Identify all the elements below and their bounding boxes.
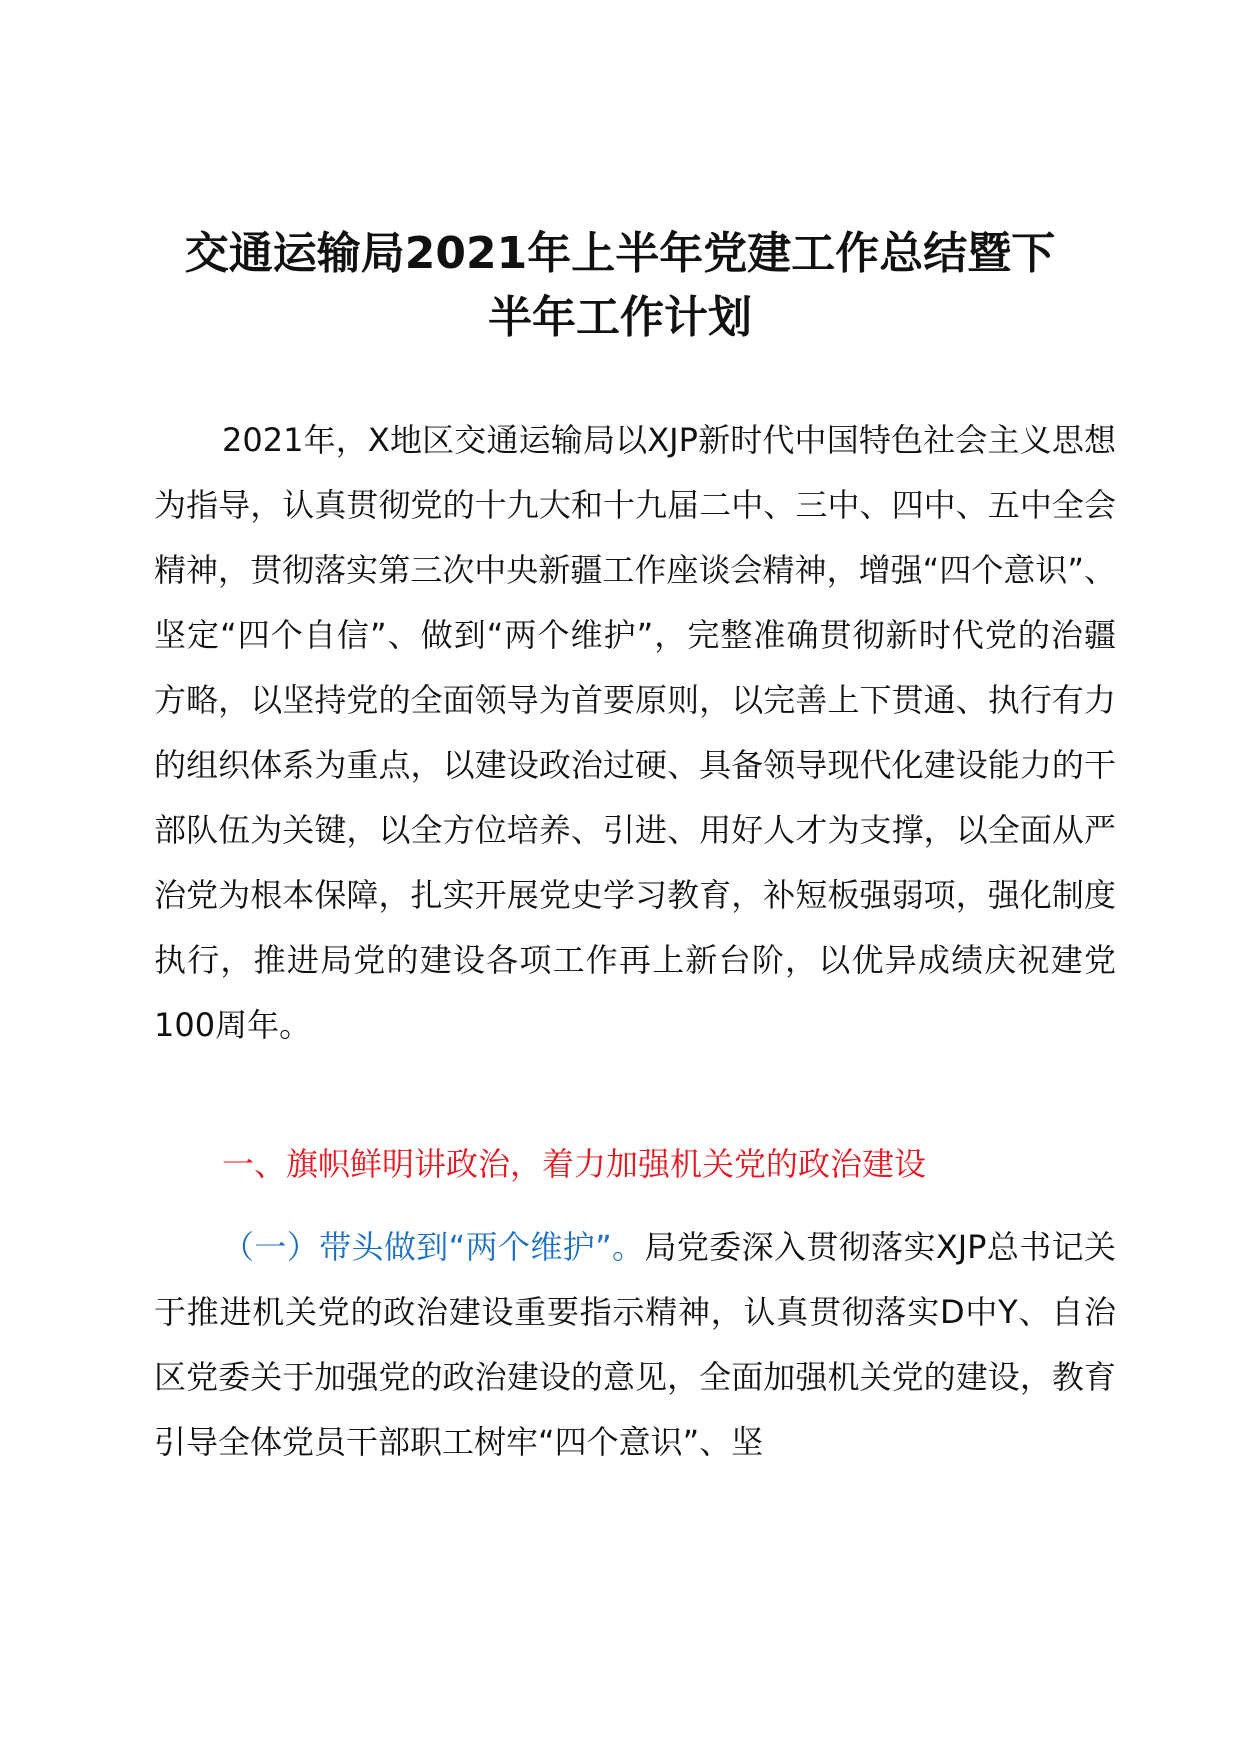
document-title (120, 222, 1120, 350)
subsection-paragraph-1 (154, 1215, 1116, 1475)
subsection-text-1: 局党委深入贯彻落实XJP总书记关于推进机关党的政治建设重要指示精神，认真贯彻落实D中Y、自治区党委关于加强党的政治建设的意见，全面加强机关党的建设，教育引导全体党员干部职工树牢“四个意识”、坚 (154, 1228, 1116, 1461)
subsection-heading-1: （一）带头做到“两个维护”。 (222, 1228, 645, 1266)
intro-paragraph: 2021年，X地区交通运输局以XJP新时代中国特色社会主义思想为指导，认真贯彻党的十九大和十九届二中、三中、四中、五中全会精神，贯彻落实第三次中央新疆工作座谈会精神，增强“四个意识”、坚定“四个自信”、做到“两个维护”，完整准确贯彻新时代党的治疆方略，以坚持党的全面领导为首要原则，以完善上下贯通、执行有力的组织体系为重点，以建设政治过硬、具备领导现代化建设能力的干部队伍为关键，以全方位培养、引进、用好人才为支撑，以全面从严治党为根本保障，扎实开展党史学习教育，补短板强弱项，强化制度执行，推进局党的建设各项工作再上新台阶，以优异成绩庆祝建党100周年。 (154, 421, 1116, 1044)
title-line-1: 交通运输局2021年上半年党建工作总结暨下 (184, 228, 1056, 279)
section-heading-1: 一、旗帜鲜明讲政治，着力加强机关党的政治建设 (222, 1145, 927, 1183)
title-line-2: 半年工作计划 (488, 292, 752, 343)
